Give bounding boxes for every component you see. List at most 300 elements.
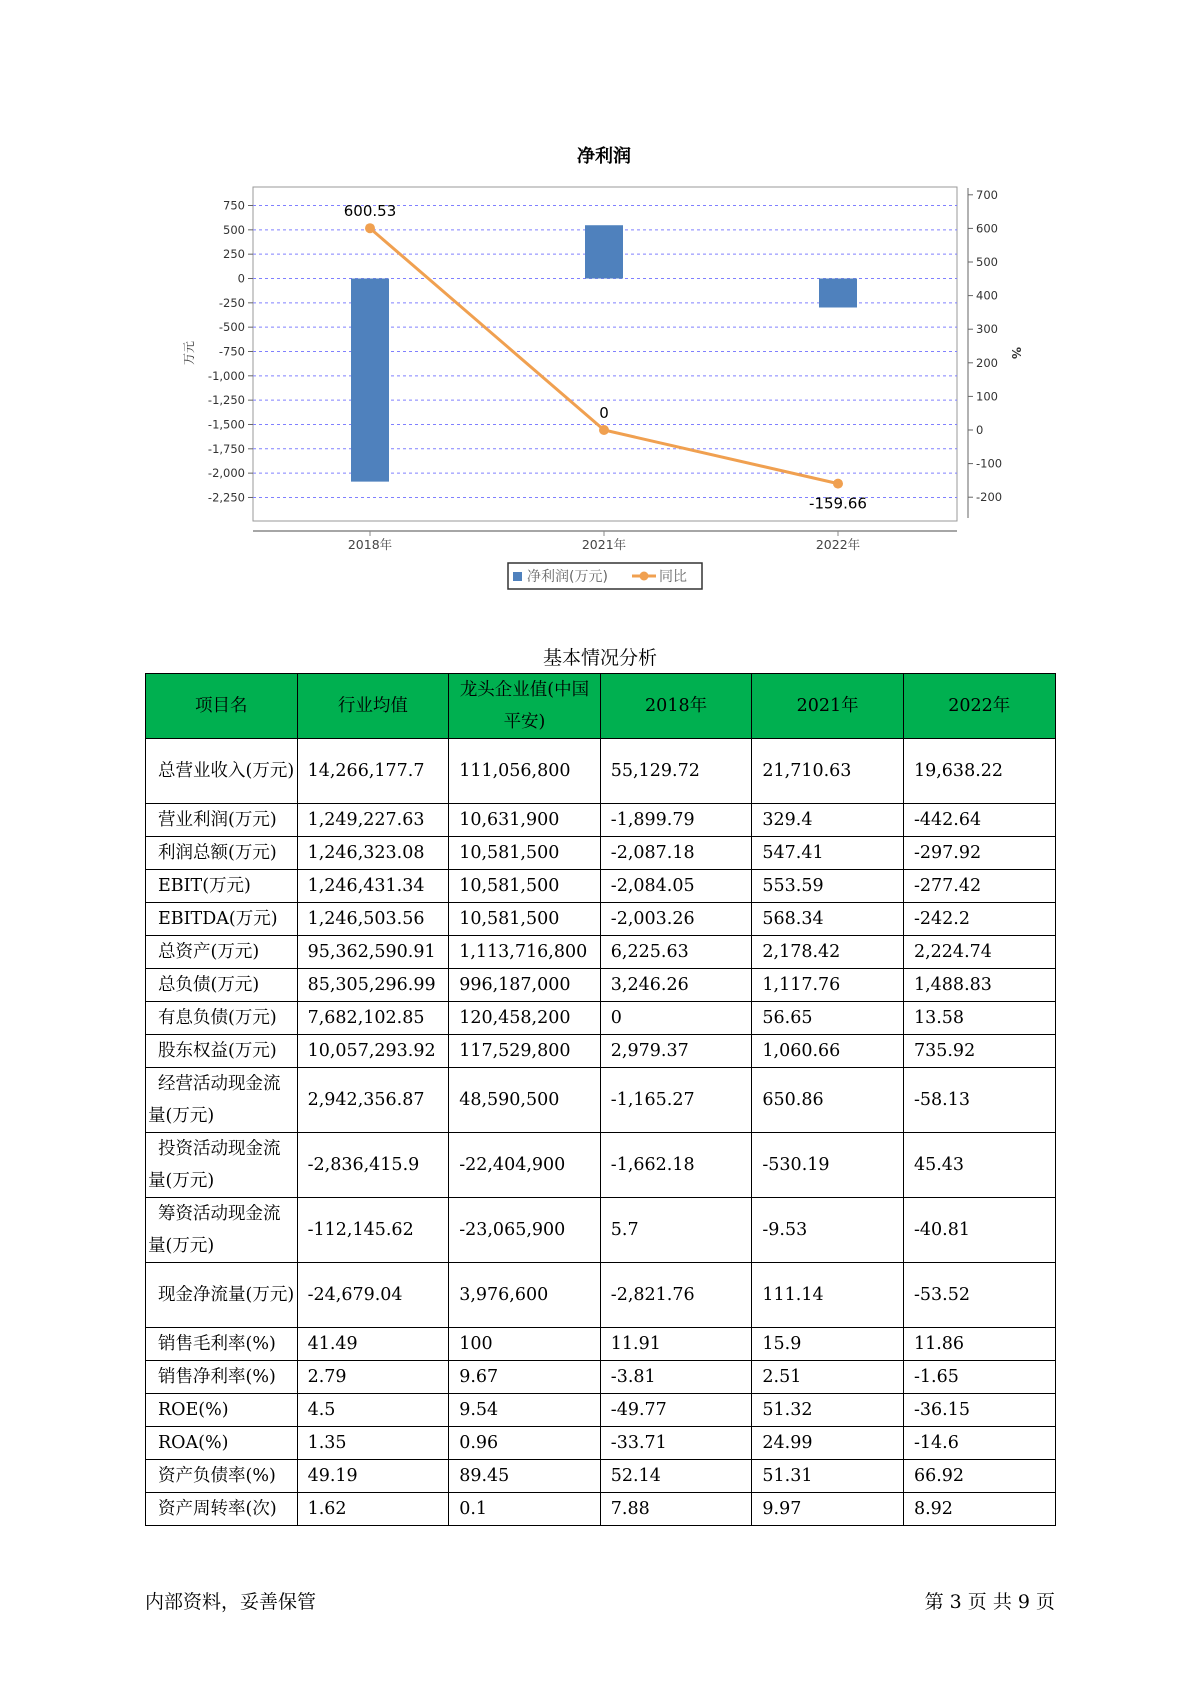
table-row [146, 903, 1056, 936]
value-cell [903, 870, 1055, 903]
cell-text: 1,249,227.63 [307, 810, 425, 830]
cell-text: -14.6 [913, 1433, 959, 1453]
value-cell [449, 1263, 601, 1328]
cell-text: -2,084.05 [610, 876, 695, 896]
table-row [146, 1328, 1056, 1361]
cell-text: -36.15 [913, 1400, 970, 1420]
row-label-cell [146, 1394, 298, 1427]
value-cell [600, 739, 752, 804]
cell-text: 111.14 [762, 1285, 824, 1305]
table-row [146, 969, 1056, 1002]
cell-text: -40.81 [913, 1220, 970, 1240]
cell-text: EBITDA(万元) [158, 909, 278, 929]
bar-net-profit [585, 225, 623, 278]
cell-text: -1,662.18 [610, 1155, 695, 1175]
value-cell [449, 1427, 601, 1460]
value-cell [297, 1035, 449, 1068]
cell-text: ROA(%) [158, 1433, 229, 1453]
value-cell [903, 1460, 1055, 1493]
table-row [146, 1394, 1056, 1427]
cell-text: 735.92 [913, 1041, 976, 1061]
value-cell [449, 1493, 601, 1526]
value-cell [449, 1133, 601, 1198]
cell-text: 24.99 [762, 1433, 813, 1453]
row-label-cell [146, 1068, 298, 1133]
value-cell [752, 1460, 904, 1493]
header-cell: 龙头企业值(中国平安) [449, 674, 601, 739]
cell-text: 10,581,500 [459, 909, 560, 929]
cell-text: 11.86 [913, 1334, 965, 1354]
cell-text: 85,305,296.99 [307, 975, 436, 995]
y-right-tick-label: 200 [976, 355, 998, 370]
header-cell: 项目名 [146, 674, 298, 739]
value-cell [297, 837, 449, 870]
y-right-tick-label: 700 [976, 187, 998, 202]
cell-text: 568.34 [762, 909, 824, 929]
cell-text: -2,087.18 [610, 843, 695, 863]
y-left-tick-label: -1,750 [207, 441, 245, 456]
cell-text: -1,165.27 [610, 1090, 695, 1110]
table-row [146, 1002, 1056, 1035]
value-cell [297, 1133, 449, 1198]
cell-text: EBIT(万元) [158, 876, 251, 896]
cell-text: 56.65 [762, 1008, 813, 1028]
value-cell [449, 969, 601, 1002]
chart-canvas [0, 0, 1191, 600]
value-cell [903, 969, 1055, 1002]
cell-text: 55,129.72 [610, 761, 700, 781]
value-cell [752, 837, 904, 870]
basic-analysis-table [145, 673, 1056, 1526]
chart-title: 净利润 [577, 146, 631, 167]
cell-text: ROE(%) [158, 1400, 229, 1420]
header-cell: 行业均值 [297, 674, 449, 739]
row-label-cell [146, 1460, 298, 1493]
cell-text: -442.64 [913, 810, 982, 830]
bar-net-profit [351, 279, 389, 482]
value-cell [449, 1002, 601, 1035]
yoy-point [365, 223, 375, 233]
value-cell [903, 1068, 1055, 1133]
cell-text: 120,458,200 [459, 1008, 571, 1028]
x-tick-label: 2018年 [347, 537, 393, 552]
cell-text: 经营活动现金流量(万元) [148, 1074, 281, 1126]
cell-text: 52.14 [610, 1466, 661, 1486]
cell-text: 1,246,503.56 [307, 909, 425, 929]
value-cell [449, 804, 601, 837]
cell-text: 41.49 [307, 1334, 358, 1354]
cell-text: 13.58 [913, 1008, 965, 1028]
cell-text: 2,224.74 [913, 942, 992, 962]
row-label-cell [146, 837, 298, 870]
cell-text: 15.9 [762, 1334, 802, 1354]
cell-text: 现金净流量(万元) [158, 1285, 295, 1305]
y-right-axis-title: % [1009, 346, 1023, 360]
cell-text: 996,187,000 [459, 975, 571, 995]
value-cell [903, 903, 1055, 936]
table-row [146, 1263, 1056, 1328]
cell-text: -24,679.04 [307, 1285, 403, 1305]
value-cell [903, 739, 1055, 804]
cell-text: 10,631,900 [459, 810, 560, 830]
value-cell [600, 1361, 752, 1394]
row-label-cell [146, 1035, 298, 1068]
table-row [146, 739, 1056, 804]
cell-text: 45.43 [913, 1155, 965, 1175]
cell-text: 111,056,800 [459, 761, 571, 781]
value-cell [297, 1427, 449, 1460]
row-label-cell [146, 870, 298, 903]
y-right-tick-label: -200 [976, 490, 1003, 505]
y-left-tick-label: -250 [218, 295, 245, 310]
value-cell [297, 1493, 449, 1526]
y-right-tick-label: 300 [976, 322, 998, 337]
value-cell [903, 1002, 1055, 1035]
value-cell [600, 1263, 752, 1328]
value-cell [752, 1068, 904, 1133]
cell-text: -3.81 [610, 1367, 656, 1387]
value-cell [752, 1133, 904, 1198]
cell-text: 6,225.63 [610, 942, 689, 962]
value-cell [752, 1328, 904, 1361]
cell-text: 0 [610, 1008, 622, 1028]
value-cell [449, 1198, 601, 1263]
cell-text: -22,404,900 [459, 1155, 566, 1175]
table-row [146, 1035, 1056, 1068]
table-row [146, 936, 1056, 969]
value-cell [903, 936, 1055, 969]
cell-text: 553.59 [762, 876, 824, 896]
cell-text: 2.51 [762, 1367, 802, 1387]
cell-text: -242.2 [913, 909, 970, 929]
value-cell [903, 1361, 1055, 1394]
cell-text: -58.13 [913, 1090, 970, 1110]
cell-text: -297.92 [913, 843, 982, 863]
cell-text: 2.79 [307, 1367, 347, 1387]
cell-text: 9.54 [459, 1400, 499, 1420]
cell-text: -112,145.62 [307, 1220, 414, 1240]
cell-text: 资产周转率(次) [158, 1499, 277, 1519]
cell-text: 51.31 [762, 1466, 813, 1486]
cell-text: 5.7 [610, 1220, 639, 1240]
legend-swatch-bar [513, 572, 522, 581]
cell-text: 100 [459, 1334, 493, 1354]
table-header-row [146, 674, 1056, 739]
legend-label-net-profit: 净利润(万元) [527, 569, 608, 585]
cell-text: 总资产(万元) [158, 942, 260, 962]
table-row [146, 837, 1056, 870]
yoy-point [599, 425, 609, 435]
cell-text: 89.45 [459, 1466, 510, 1486]
cell-text: -1.65 [913, 1367, 959, 1387]
value-cell [297, 1460, 449, 1493]
value-cell [600, 1493, 752, 1526]
table-row [146, 1133, 1056, 1198]
value-cell [449, 1394, 601, 1427]
y-left-tick-label: -1,250 [207, 393, 245, 408]
value-cell [449, 1361, 601, 1394]
cell-text: 9.97 [762, 1499, 802, 1519]
cell-text: 2,942,356.87 [307, 1090, 425, 1110]
cell-text: 49.19 [307, 1466, 358, 1486]
y-left-tick-label: -750 [218, 344, 245, 359]
value-cell [752, 969, 904, 1002]
cell-text: 筹资活动现金流量(万元) [148, 1204, 281, 1256]
row-label-cell [146, 739, 298, 804]
cell-text: 2,178.42 [762, 942, 841, 962]
cell-text: 1,488.83 [913, 975, 992, 995]
table-caption: 基本情况分析 [542, 647, 657, 669]
cell-text: 117,529,800 [459, 1041, 571, 1061]
value-cell [903, 1493, 1055, 1526]
value-cell [600, 903, 752, 936]
value-cell [600, 969, 752, 1002]
cell-text: 7,682,102.85 [307, 1008, 425, 1028]
cell-text: 0.1 [459, 1499, 488, 1519]
value-cell [752, 936, 904, 969]
value-cell [752, 1198, 904, 1263]
y-left-tick-label: -500 [218, 320, 245, 335]
value-cell [752, 1361, 904, 1394]
cell-text: 8.92 [913, 1499, 953, 1519]
y-right-tick-label: -100 [976, 456, 1003, 471]
table-row [146, 1068, 1056, 1133]
value-cell [600, 837, 752, 870]
cell-text: 1,117.76 [762, 975, 841, 995]
cell-text: 1,113,716,800 [459, 942, 588, 962]
y-left-axis-title: 万元 [182, 340, 196, 366]
row-label-cell [146, 1002, 298, 1035]
value-cell [297, 936, 449, 969]
cell-text: 14,266,177.7 [307, 761, 425, 781]
footer-page-number: 第 3 页 共 9 页 [924, 1591, 1055, 1613]
cell-text: 总负债(万元) [158, 975, 260, 995]
cell-text: 投资活动现金流量(万元) [148, 1139, 281, 1191]
row-label-cell [146, 1133, 298, 1198]
cell-text: 66.92 [913, 1466, 965, 1486]
cell-text: 资产负债率(%) [158, 1466, 276, 1486]
header-cell: 2018年 [600, 674, 752, 739]
row-label-cell [146, 1427, 298, 1460]
y-left-tick-label: -2,000 [207, 466, 245, 481]
net-profit-chart [0, 0, 1191, 600]
value-cell [903, 837, 1055, 870]
cell-text: 19,638.22 [913, 761, 1004, 781]
value-cell [752, 870, 904, 903]
value-cell [600, 1394, 752, 1427]
value-cell [297, 870, 449, 903]
value-cell [600, 870, 752, 903]
cell-text: 547.41 [762, 843, 824, 863]
y-right-tick-label: 100 [976, 389, 998, 404]
value-cell [449, 739, 601, 804]
cell-text: -9.53 [762, 1220, 808, 1240]
table-row [146, 1493, 1056, 1526]
cell-text: 1,246,431.34 [307, 876, 425, 896]
row-label-cell [146, 1493, 298, 1526]
row-label-cell [146, 1361, 298, 1394]
cell-text: 650.86 [762, 1090, 824, 1110]
value-cell [449, 1035, 601, 1068]
cell-text: 总营业收入(万元) [158, 761, 295, 781]
cell-text: -2,836,415.9 [307, 1155, 420, 1175]
value-cell [297, 1198, 449, 1263]
cell-text: -33.71 [610, 1433, 667, 1453]
yoy-data-label: -159.66 [809, 494, 867, 513]
row-label-cell [146, 804, 298, 837]
value-cell [449, 870, 601, 903]
cell-text: -2,003.26 [610, 909, 695, 929]
y-left-tick-label: 250 [223, 247, 245, 262]
value-cell [752, 1035, 904, 1068]
cell-text: -23,065,900 [459, 1220, 566, 1240]
value-cell [449, 936, 601, 969]
value-cell [752, 804, 904, 837]
cell-text: 9.67 [459, 1367, 499, 1387]
cell-text: -2,821.76 [610, 1285, 695, 1305]
value-cell [449, 1068, 601, 1133]
value-cell [600, 1198, 752, 1263]
value-cell [903, 1035, 1055, 1068]
cell-text: -530.19 [762, 1155, 830, 1175]
bar-net-profit [819, 279, 857, 308]
footer-confidential-note: 内部资料，妥善保管 [145, 1591, 317, 1613]
yoy-data-label: 600.53 [343, 202, 397, 221]
cell-text: 股东权益(万元) [158, 1041, 277, 1061]
cell-text: 1.62 [307, 1499, 347, 1519]
cell-text: 利润总额(万元) [158, 843, 277, 863]
table-row [146, 1198, 1056, 1263]
cell-text: 1,246,323.08 [307, 843, 425, 863]
legend-label-yoy: 同比 [659, 569, 687, 585]
value-cell [449, 1460, 601, 1493]
cell-text: -49.77 [610, 1400, 667, 1420]
cell-text: 95,362,590.91 [307, 942, 436, 962]
table-row [146, 1460, 1056, 1493]
row-label-cell [146, 903, 298, 936]
cell-text: 10,581,500 [459, 876, 560, 896]
y-right-tick-label: 600 [976, 221, 998, 236]
cell-text: 48,590,500 [459, 1090, 560, 1110]
cell-text: 10,057,293.92 [307, 1041, 436, 1061]
cell-text: 销售毛利率(%) [158, 1334, 276, 1354]
value-cell [297, 1068, 449, 1133]
yoy-point [833, 479, 843, 489]
cell-text: 1.35 [307, 1433, 347, 1453]
cell-text: 销售净利率(%) [158, 1367, 276, 1387]
value-cell [449, 837, 601, 870]
value-cell [752, 1427, 904, 1460]
y-left-tick-label: 750 [223, 198, 245, 213]
value-cell [903, 1198, 1055, 1263]
cell-text: -53.52 [913, 1285, 970, 1305]
value-cell [903, 1263, 1055, 1328]
value-cell [752, 1002, 904, 1035]
y-right-tick-label: 0 [976, 423, 984, 437]
value-cell [297, 1328, 449, 1361]
cell-text: 2,979.37 [610, 1041, 689, 1061]
x-tick-label: 2021年 [581, 537, 627, 552]
y-right-tick-label: 400 [976, 288, 998, 303]
cell-text: -1,899.79 [610, 810, 695, 830]
y-left-tick-label: -1,500 [207, 417, 245, 432]
value-cell [903, 1427, 1055, 1460]
value-cell [600, 1133, 752, 1198]
value-cell [600, 804, 752, 837]
value-cell [903, 804, 1055, 837]
x-tick-label: 2022年 [815, 537, 861, 552]
value-cell [297, 1394, 449, 1427]
value-cell [297, 739, 449, 804]
value-cell [903, 1328, 1055, 1361]
y-left-tick-label: -1,000 [207, 368, 245, 383]
value-cell [297, 1263, 449, 1328]
cell-text: 0.96 [459, 1433, 499, 1453]
value-cell [449, 1328, 601, 1361]
value-cell [600, 936, 752, 969]
cell-text: 有息负债(万元) [158, 1008, 277, 1028]
cell-text: 11.91 [610, 1334, 661, 1354]
cell-text: 10,581,500 [459, 843, 560, 863]
y-right-tick-label: 500 [976, 255, 998, 269]
cell-text: 营业利润(万元) [158, 810, 277, 830]
value-cell [297, 1002, 449, 1035]
cell-text: 4.5 [307, 1400, 336, 1420]
value-cell [600, 1328, 752, 1361]
value-cell [903, 1133, 1055, 1198]
value-cell [600, 1035, 752, 1068]
value-cell [297, 1361, 449, 1394]
value-cell [752, 903, 904, 936]
row-label-cell [146, 1263, 298, 1328]
yoy-data-label: 0 [599, 404, 609, 422]
y-left-tick-label: 0 [237, 271, 245, 286]
cell-text: 7.88 [610, 1499, 650, 1519]
value-cell [297, 969, 449, 1002]
value-cell [752, 1263, 904, 1328]
y-left-tick-label: -2,250 [207, 490, 245, 505]
cell-text: 3,246.26 [610, 975, 689, 995]
header-cell: 2022年 [903, 674, 1055, 739]
cell-text: -277.42 [913, 876, 982, 896]
value-cell [752, 1493, 904, 1526]
value-cell [600, 1002, 752, 1035]
row-label-cell [146, 1198, 298, 1263]
value-cell [449, 903, 601, 936]
cell-text: 3,976,600 [459, 1285, 549, 1305]
value-cell [903, 1394, 1055, 1427]
value-cell [600, 1460, 752, 1493]
y-left-tick-label: 500 [223, 222, 245, 237]
table-row [146, 1361, 1056, 1394]
table-row [146, 870, 1056, 903]
table-row [146, 804, 1056, 837]
value-cell [297, 804, 449, 837]
value-cell [752, 1394, 904, 1427]
cell-text: 21,710.63 [762, 761, 852, 781]
value-cell [297, 903, 449, 936]
value-cell [752, 739, 904, 804]
row-label-cell [146, 936, 298, 969]
cell-text: 1,060.66 [762, 1041, 841, 1061]
row-label-cell [146, 1328, 298, 1361]
legend-swatch-point [640, 572, 649, 581]
cell-text: 51.32 [762, 1400, 813, 1420]
value-cell [600, 1068, 752, 1133]
value-cell [600, 1427, 752, 1460]
cell-text: 329.4 [762, 810, 813, 830]
table-row [146, 1427, 1056, 1460]
